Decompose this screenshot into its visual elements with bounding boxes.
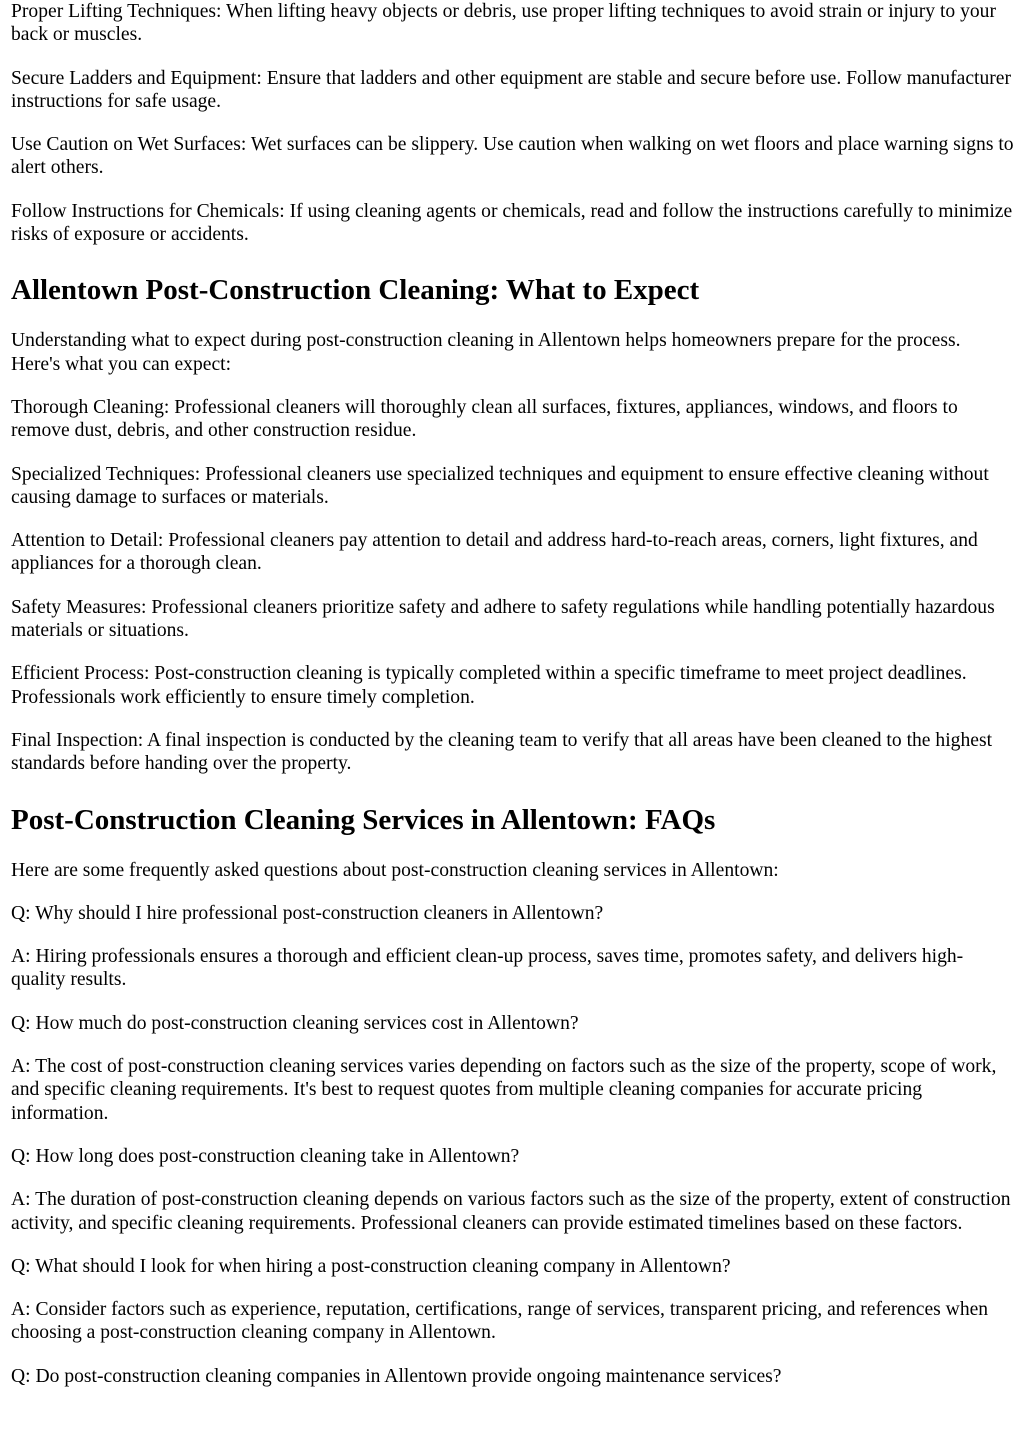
expect-item-final-inspection: Final Inspection: A final inspection is conducted by the cleaning team to verify that all areas have been cleaned to the highest standards before handing over the property. bbox=[11, 729, 993, 775]
expect-intro: Understanding what to expect during post-construction cleaning in Allentown helps homeowners prepare for the process. Here's what you can expect: bbox=[11, 330, 961, 375]
faq-heading: Post-Construction Cleaning Services in Allentown: FAQs bbox=[11, 803, 716, 836]
expect-heading: Allentown Post-Construction Cleaning: What to Expect bbox=[11, 274, 700, 307]
faq-intro: Here are some frequently asked questions about post-construction cleaning services in Allentown: bbox=[11, 859, 779, 881]
faq-question: Q: Do post-construction cleaning companies in Allentown provide ongoing maintenance services? bbox=[11, 1365, 782, 1387]
expect-item-safety-measures: Safety Measures: Professional cleaners prioritize safety and adhere to safety regulations while handling potentially hazardous materials or situations. bbox=[11, 596, 995, 642]
faq-question: Q: How long does post-construction cleaning take in Allentown? bbox=[11, 1145, 520, 1167]
safety-tip-chemicals: Follow Instructions for Chemicals: If using cleaning agents or chemicals, read and follow the instructions carefully to minimize risks of exposure or accidents. bbox=[11, 200, 1013, 246]
faq-question: Q: How much do post-construction cleaning services cost in Allentown? bbox=[11, 1012, 579, 1034]
safety-tip-ladders: Secure Ladders and Equipment: Ensure that ladders and other equipment are stable and secure before use. Follow manufacturer instructions for safe usage. bbox=[11, 67, 1011, 112]
expect-item-specialized-techniques: Specialized Techniques: Professional cleaners use specialized techniques and equipment to ensure effective cleaning without causing damage to surfaces or materials. bbox=[11, 463, 989, 508]
faq-answer: A: The duration of post-construction cleaning depends on various factors such as the size of the property, extent of construction activity, and specific cleaning requirements. Professional cleaners can provide estimated timelines based on these factors. bbox=[11, 1189, 1011, 1234]
expect-item-efficient-process: Efficient Process: Post-construction cleaning is typically completed within a specific timeframe to meet project deadlines. Professionals work efficiently to ensure timely completion. bbox=[11, 663, 967, 708]
faq-answer: A: The cost of post-construction cleaning services varies depending on factors such as the size of the property, scope of work, and specific cleaning requirements. It's best to request quotes from multiple cleaning companies for accurate pricing information. bbox=[11, 1056, 997, 1124]
faq-answer: A: Hiring professionals ensures a thorough and efficient clean-up process, saves time, promotes safety, and delivers high-quality results. bbox=[11, 946, 964, 991]
safety-tip-wet-surfaces: Use Caution on Wet Surfaces: Wet surfaces can be slippery. Use caution when walking on wet floors and place warning signs to alert others. bbox=[11, 134, 1014, 179]
expect-item-attention-to-detail: Attention to Detail: Professional cleaners pay attention to detail and address hard-to-reach areas, corners, light fixtures, and appliances for a thorough clean. bbox=[11, 530, 978, 575]
faq-question: Q: Why should I hire professional post-construction cleaners in Allentown? bbox=[11, 902, 604, 924]
expect-item-thorough-cleaning: Thorough Cleaning: Professional cleaners will thoroughly clean all surfaces, fixtures, appliances, windows, and floors to remove dust, debris, and other construction residue. bbox=[11, 396, 958, 442]
faq-answer: A: Consider factors such as experience, reputation, certifications, range of services, transparent pricing, and references when choosing a post-construction cleaning company in Allentown. bbox=[11, 1299, 989, 1344]
faq-question: Q: What should I look for when hiring a post-construction cleaning company in Allentown? bbox=[11, 1255, 731, 1277]
safety-tip-lifting: Proper Lifting Techniques: When lifting heavy objects or debris, use proper lifting techniques to avoid strain or injury to your back or muscles. bbox=[11, 1, 996, 46]
